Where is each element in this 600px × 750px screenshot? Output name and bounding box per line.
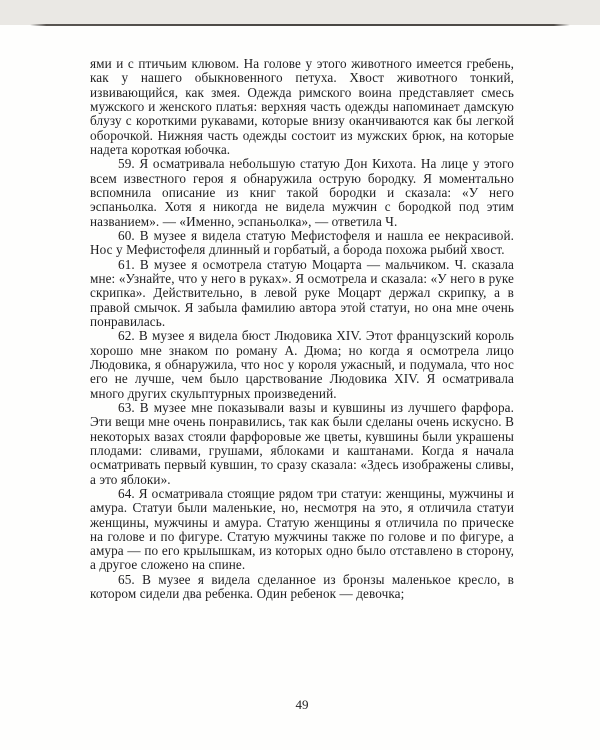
body-text	[90, 57, 514, 601]
paragraph: 61. В музее я осмотрела статую Моцарта — мальчиком. Ч. сказала мне: «Узнайте, что у него в руках». Я осмотрела и сказала: «У него в руке скрипка». Действительно, в левой руке Моцарт держал скрипку, а в правой смычок. Я забыла фамилию автора этой статуи, но она мне очень понравилась.	[90, 256, 514, 329]
paragraph: 64. Я осматривала стоящие рядом три статуи: женщины, мужчины и амура. Статуи были маленькие, но, несмотря на это, я отличила статуи женщины, мужчины и амура. Статую женщины я отличила по прическе на голове и по фигуре. Статую мужчины также по голове и по фигуре, а амура — по его крылышкам, из которых одно было отставлено в сторону, а другое сложено на спине.	[90, 485, 514, 573]
paragraph: 65. В музее я видела сделанное из бронзы маленькое кресло, в котором сидели два ребенка. Один ребенок — девочка;	[90, 571, 514, 602]
paragraph: 63. В музее мне показывали вазы и кувшины из лучшего фарфора. Эти вещи мне очень понравились, так как были сделаны очень искусно. В некоторых вазах стояли фарфоровые же цветы, кувшины были украшены плодами: сливами, грушами, яблоками и каштанами. Когда я начала осматривать первый кувшин, то сразу сказала: «Здесь изображены сливы, а это яблоки».	[90, 399, 514, 487]
paragraph: 59. Я осматривала небольшую статую Дон Кихота. На лице у этого всем известного героя я обнаружила острую бородку. Я моментально вспомнила описание из книг такой бородки и сказала: «У него эспаньолка. Хотя я никогда не видела мужчин с бородкой под этим названием». — «Именно, эспаньолка», — ответила Ч.	[90, 156, 514, 229]
paragraph: 62. В музее я видела бюст Людовика XIV. Этот французский король хорошо мне знаком по роману А. Дюма; но когда я осмотрела лицо Людовика, я обнаружила, что нос у короля ужасный, и подумала, что нос его не лучше, чем было царствование Людовика XIV. Я осматривала много других скульптурных произведений.	[90, 328, 514, 401]
paragraph: ями и с птичьим клювом. На голове у этого животного имеется гребень, как у нашего обыкновенного петуха. Хвост животного тонкий, извивающийся, как змея. Одежда римского воина представляет смесь мужского и женского платья: верхняя часть одежды напоминает дамскую блузу с короткими рукавами, которые внизу оканчиваются как бы легкой оборочкой. Нижняя часть одежды состоит из мужских брюк, на которые надета короткая юбочка.	[90, 56, 514, 157]
paragraph: 60. В музее я видела статую Мефистофеля и нашла ее некрасивой. Нос у Мефистофеля длинный и горбатый, а борода похожа рыбий хвост.	[90, 227, 514, 258]
book-page	[0, 26, 600, 750]
page-number: 49	[295, 697, 309, 712]
scan-background	[0, 0, 600, 25]
